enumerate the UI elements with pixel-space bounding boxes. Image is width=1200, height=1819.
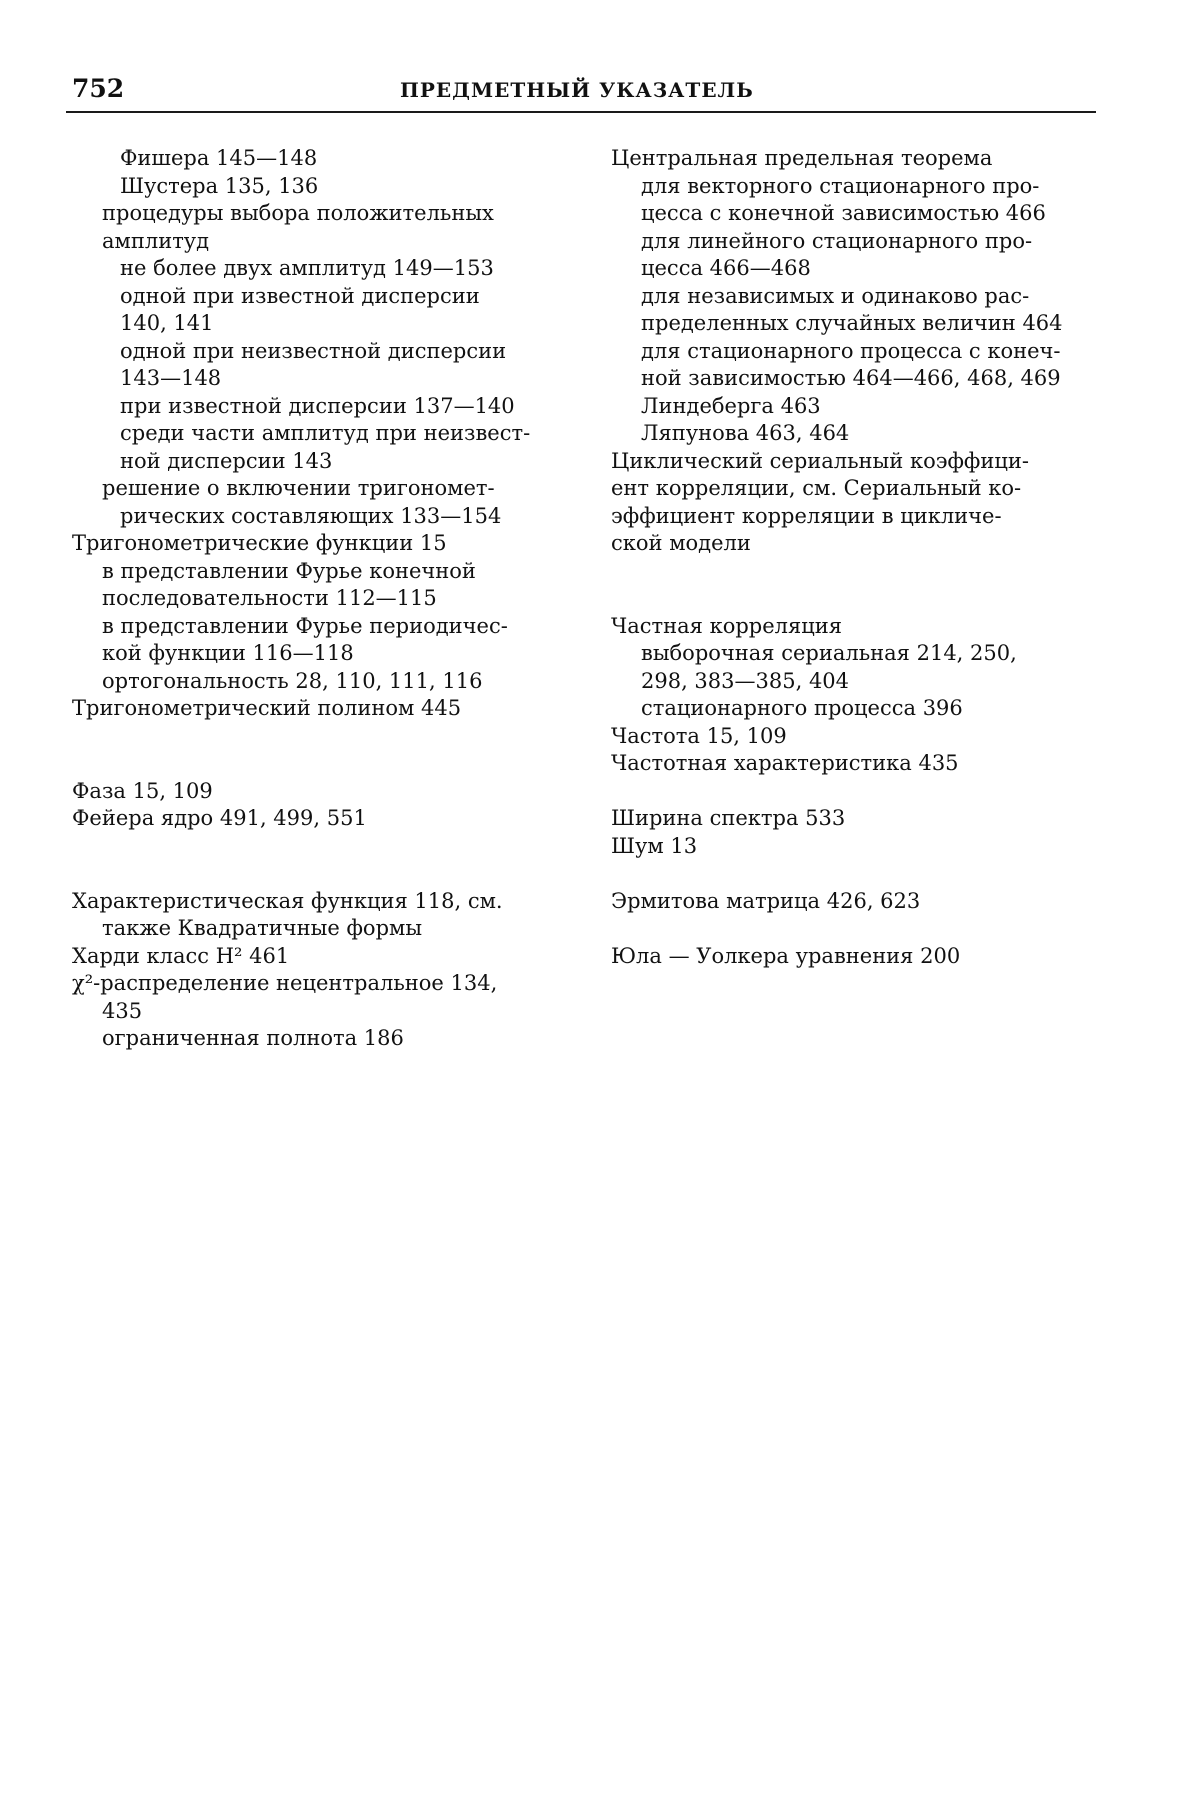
index-column-right	[611, 145, 1107, 970]
index-entry-main: ент корреляции, см. Сериальный ко-	[611, 476, 1022, 500]
index-spacer	[611, 915, 1107, 943]
index-entry-main: Фаза 15, 109	[72, 778, 213, 803]
index-spacer	[611, 860, 1107, 888]
index-entry-main: Эрмитова матрица 426, 623	[611, 888, 921, 913]
index-subentry: не более двух амплитуд 149—153	[120, 256, 494, 280]
index-entry-main: Циклический сериальный коэффици-	[611, 448, 1029, 473]
index-spacer	[72, 723, 572, 751]
index-entry-main: χ²-распределение нецентральное 134,	[72, 971, 498, 995]
index-entry-main: Тригонометрический полином 445	[72, 696, 462, 720]
index-spacer	[72, 860, 572, 888]
index-subentry: амплитуд	[102, 228, 210, 253]
index-subentry: цесса с конечной зависимостью 466	[641, 201, 1046, 225]
running-title: ПРЕДМЕТНЫЙ УКАЗАТЕЛЬ	[400, 78, 754, 102]
index-subentry: 143—148	[120, 366, 222, 390]
index-spacer	[611, 778, 1107, 806]
index-subentry: для линейного стационарного про-	[641, 228, 1033, 253]
index-subentry: выборочная сериальная 214, 250,	[641, 641, 1017, 665]
index-subentry: стационарного процесса 396	[641, 696, 963, 720]
index-subentry: для стационарного процесса с конеч-	[641, 338, 1061, 363]
index-subentry: для независимых и одинаково рас-	[641, 283, 1030, 308]
index-subentry: пределенных случайных величин 464	[641, 311, 1063, 335]
index-subentry: Шустера 135, 136	[120, 173, 319, 198]
index-subentry: одной при известной дисперсии	[120, 283, 480, 308]
index-spacer	[72, 750, 572, 778]
index-subentry: процедуры выбора положительных	[102, 201, 494, 225]
index-entry-main: Ширина спектра 533	[611, 806, 846, 830]
index-subentry: Ляпунова 463, 464	[641, 421, 850, 445]
index-subentry: среди части амплитуд при неизвест-	[120, 421, 531, 445]
index-subentry: решение о включении тригономет-	[102, 476, 495, 500]
index-subentry: 435	[102, 998, 143, 1023]
index-subentry: также Квадратичные формы	[102, 916, 423, 940]
index-entry-main: Юла — Уолкера уравнения 200	[611, 943, 961, 968]
index-entry-main: Характеристическая функция 118, см.	[72, 888, 503, 913]
index-subentry: при известной дисперсии 137—140	[120, 393, 515, 418]
index-spacer	[611, 558, 1107, 586]
index-entry-main: Частная корреляция	[611, 613, 842, 638]
index-subentry: 298, 383—385, 404	[641, 668, 850, 693]
index-spacer	[611, 585, 1107, 613]
index-subentry: 140, 141	[120, 311, 214, 335]
index-spacer	[72, 833, 572, 861]
index-entry-main: ской модели	[611, 531, 751, 555]
page-number: 752	[72, 74, 125, 103]
index-subentry: Фишера 145—148	[120, 146, 318, 170]
index-subentry: ной дисперсии 143	[120, 448, 333, 473]
index-entry-main: Частотная характеристика 435	[611, 751, 959, 775]
index-entry-main: Частота 15, 109	[611, 723, 787, 748]
index-subentry: ограниченная полнота 186	[102, 1026, 404, 1050]
index-subentry: кой функции 116—118	[102, 641, 354, 665]
index-subentry: Линдеберга 463	[641, 393, 821, 418]
index-entry-main: Шум 13	[611, 833, 698, 858]
index-entry-main: Центральная предельная теорема	[611, 146, 993, 170]
index-subentry: для векторного стационарного про-	[641, 173, 1040, 198]
index-subentry: в представлении Фурье конечной	[102, 558, 476, 583]
index-subentry: ной зависимостью 464—466, 468, 469	[641, 366, 1061, 390]
index-entry-main: Фейера ядро 491, 499, 551	[72, 806, 367, 830]
index-subentry: рических составляющих 133—154	[120, 503, 502, 528]
index-subentry: цесса 466—468	[641, 256, 811, 280]
index-subentry: одной при неизвестной дисперсии	[120, 338, 507, 363]
index-subentry: последовательности 112—115	[102, 586, 437, 610]
index-entry-main: Харди класс H² 461	[72, 943, 290, 968]
index-subentry: в представлении Фурье периодичес-	[102, 613, 508, 638]
index-entry-main: Тригонометрические функции 15	[72, 531, 447, 555]
index-column-left	[72, 145, 572, 1053]
header-rule	[66, 111, 1096, 113]
index-entry-main: эффициент корреляции в цикличе-	[611, 503, 1002, 528]
index-subentry: ортогональность 28, 110, 111, 116	[102, 668, 483, 693]
